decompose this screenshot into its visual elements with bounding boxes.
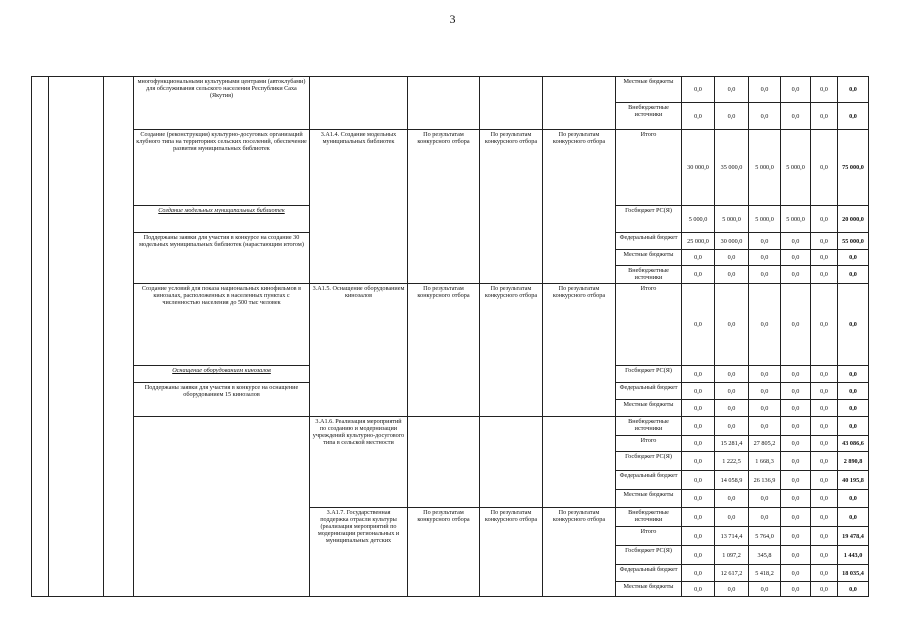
value-cell: 15 281,4	[714, 435, 748, 451]
measure-name-cell: 3.А1.7. Государственная поддержка отрасли культуры (реализация мероприятий по модернизации региональных и муниципальных детских	[309, 507, 407, 596]
total-cell: 75 000,0	[837, 129, 868, 205]
funding-source-cell: Федеральный бюджет	[615, 470, 681, 489]
value-cell: 14 058,9	[714, 470, 748, 489]
value-cell: 5 000,0	[780, 205, 810, 232]
value-cell: 0,0	[714, 507, 748, 526]
funding-source-cell: Внебюджетные источники	[615, 507, 681, 526]
funding-source-cell: Госбюджет РС(Я)	[615, 451, 681, 470]
value-cell: 0,0	[681, 470, 714, 489]
value-cell: 26 136,9	[748, 470, 780, 489]
value-cell: 0,0	[780, 399, 810, 416]
total-cell: 0,0	[837, 283, 868, 365]
total-cell: 19 478,4	[837, 526, 868, 545]
value-cell: 0,0	[810, 581, 837, 596]
row-number-cell	[31, 76, 48, 596]
value-cell: 0,0	[780, 581, 810, 596]
value-cell: 0,0	[810, 265, 837, 283]
description-cell: многофункциональными культурными центрами (автоклубами) для обслуживания сельского населения Республики Саха (Якутия)	[133, 76, 309, 129]
total-cell: 0,0	[837, 76, 868, 102]
funding-source-cell: Местные бюджеты	[615, 581, 681, 596]
value-cell: 0,0	[681, 102, 714, 129]
value-cell: 0,0	[810, 102, 837, 129]
total-cell: 18 035,4	[837, 564, 868, 581]
value-cell: 0,0	[681, 507, 714, 526]
value-cell: 0,0	[780, 102, 810, 129]
value-cell: 0,0	[780, 470, 810, 489]
value-cell: 0,0	[681, 489, 714, 507]
value-cell: 0,0	[681, 581, 714, 596]
value-cell: 0,0	[780, 382, 810, 399]
value-cell: 35 000,0	[714, 129, 748, 205]
value-cell: 0,0	[714, 581, 748, 596]
value-cell: 0,0	[681, 249, 714, 265]
value-cell: 0,0	[780, 365, 810, 382]
value-cell: 0,0	[810, 365, 837, 382]
page-number: 3	[449, 12, 456, 26]
value-cell: 0,0	[714, 399, 748, 416]
value-cell: 1 668,3	[748, 451, 780, 470]
description-cell: Создание (реконструкция) культурно-досуговых организаций клубного типа на территориях сельских поселений, обеспечение развития муниципальных библиотек	[133, 129, 309, 205]
value-cell: 0,0	[681, 365, 714, 382]
total-cell: 0,0	[837, 102, 868, 129]
table-right-border	[868, 76, 869, 596]
funding-source-cell: Местные бюджеты	[615, 249, 681, 265]
value-cell: 5 000,0	[714, 205, 748, 232]
funding-source-cell: Федеральный бюджет	[615, 564, 681, 581]
value-cell: 0,0	[681, 564, 714, 581]
value-cell: 0,0	[748, 416, 780, 435]
value-cell: 0,0	[714, 489, 748, 507]
value-cell: 0,0	[681, 451, 714, 470]
value-cell: 0,0	[810, 526, 837, 545]
value-cell: 27 805,2	[748, 435, 780, 451]
subprogram-cell	[103, 76, 133, 596]
value-cell: 0,0	[810, 489, 837, 507]
description-cell: Поддержаны заявки для участия в конкурсе на оснащение оборудованием 15 кинозалов	[133, 382, 309, 416]
value-cell: 0,0	[810, 249, 837, 265]
funding-source-cell: Внебюджетные источники	[615, 416, 681, 435]
value-cell: 0,0	[780, 489, 810, 507]
value-cell: 0,0	[681, 382, 714, 399]
funding-source-cell: Госбюджет РС(Я)	[615, 365, 681, 382]
description-cell: Создание модельных муниципальных библиотек	[133, 205, 309, 232]
funding-source-cell: Федеральный бюджет	[615, 382, 681, 399]
value-cell: 13 714,4	[714, 526, 748, 545]
value-cell: 0,0	[681, 265, 714, 283]
value-cell: 0,0	[810, 435, 837, 451]
measure-result-cell	[542, 76, 615, 129]
value-cell: 0,0	[780, 76, 810, 102]
funding-source-cell: Итого	[615, 435, 681, 451]
funding-source-cell: Местные бюджеты	[615, 489, 681, 507]
description-cell: Создание условий для показа национальных кинофильмов в кинозалах, расположенных в населенных пунктах с численностью населения до 500 тыс человек	[133, 283, 309, 365]
value-cell: 0,0	[748, 232, 780, 249]
value-cell: 0,0	[780, 265, 810, 283]
total-cell: 20 000,0	[837, 205, 868, 232]
total-cell: 0,0	[837, 581, 868, 596]
program-cell	[48, 76, 103, 596]
value-cell: 0,0	[748, 382, 780, 399]
value-cell: 0,0	[810, 507, 837, 526]
measure-result-cell: По результатам конкурсного отбора	[542, 283, 615, 416]
funding-source-cell: Внебюджетные источники	[615, 102, 681, 129]
total-cell: 40 195,8	[837, 470, 868, 489]
measure-criterion-cell	[479, 416, 542, 507]
value-cell: 5 000,0	[780, 129, 810, 205]
total-cell: 1 443,0	[837, 545, 868, 564]
measure-name-cell: 3.А1.4. Создание модельных муниципальных библиотек	[309, 129, 407, 283]
value-cell: 0,0	[780, 545, 810, 564]
value-cell: 0,0	[748, 283, 780, 365]
value-cell: 0,0	[681, 76, 714, 102]
value-cell: 0,0	[748, 489, 780, 507]
value-cell: 0,0	[748, 249, 780, 265]
funding-source-cell: Внебюджетные источники	[615, 265, 681, 283]
value-cell: 5 000,0	[748, 129, 780, 205]
value-cell: 0,0	[681, 526, 714, 545]
measure-target-cell: По результатам конкурсного отбора	[407, 283, 479, 416]
value-cell: 0,0	[810, 416, 837, 435]
value-cell: 0,0	[780, 451, 810, 470]
funding-source-cell: Итого	[615, 526, 681, 545]
funding-source-cell: Госбюджет РС(Я)	[615, 545, 681, 564]
total-cell: 0,0	[837, 249, 868, 265]
measure-criterion-cell: По результатам конкурсного отбора	[479, 507, 542, 596]
total-cell: 43 086,6	[837, 435, 868, 451]
value-cell: 0,0	[780, 249, 810, 265]
funding-source-cell: Итого	[615, 129, 681, 205]
value-cell: 0,0	[714, 265, 748, 283]
measure-target-cell	[407, 416, 479, 507]
value-cell: 1 097,2	[714, 545, 748, 564]
total-cell: 2 890,8	[837, 451, 868, 470]
value-cell: 5 000,0	[748, 205, 780, 232]
value-cell: 0,0	[780, 507, 810, 526]
value-cell: 0,0	[681, 416, 714, 435]
value-cell: 0,0	[714, 365, 748, 382]
value-cell: 0,0	[748, 507, 780, 526]
total-cell: 0,0	[837, 399, 868, 416]
value-cell: 0,0	[780, 283, 810, 365]
value-cell: 0,0	[681, 399, 714, 416]
value-cell: 0,0	[714, 283, 748, 365]
description-cell: Поддержаны заявки для участия в конкурсе на создание 30 модельных муниципальных библиотек (нарастающим итогом)	[133, 232, 309, 283]
value-cell: 0,0	[780, 435, 810, 451]
value-cell: 0,0	[780, 232, 810, 249]
value-cell: 25 000,0	[681, 232, 714, 249]
measure-target-cell: По результатам конкурсного отбора	[407, 129, 479, 283]
value-cell: 5 418,2	[748, 564, 780, 581]
table-bottom-border	[31, 596, 869, 597]
value-cell: 5 764,0	[748, 526, 780, 545]
value-cell: 0,0	[810, 129, 837, 205]
value-cell: 0,0	[748, 365, 780, 382]
value-cell: 0,0	[714, 102, 748, 129]
value-cell: 0,0	[810, 76, 837, 102]
value-cell: 0,0	[748, 265, 780, 283]
value-cell: 0,0	[714, 416, 748, 435]
value-cell: 0,0	[810, 545, 837, 564]
total-cell: 0,0	[837, 365, 868, 382]
total-cell: 55 000,0	[837, 232, 868, 249]
total-cell: 0,0	[837, 265, 868, 283]
value-cell: 0,0	[810, 205, 837, 232]
measure-result-cell: По результатам конкурсного отбора	[542, 507, 615, 596]
value-cell: 0,0	[810, 283, 837, 365]
value-cell: 0,0	[810, 232, 837, 249]
measure-criterion-cell	[479, 76, 542, 129]
value-cell: 5 000,0	[681, 205, 714, 232]
value-cell: 0,0	[780, 416, 810, 435]
measure-target-cell: По результатам конкурсного отбора	[407, 507, 479, 596]
value-cell: 0,0	[748, 102, 780, 129]
value-cell: 30 000,0	[714, 232, 748, 249]
measure-name-cell: 3.А1.5. Оснащение оборудованием кинозалов	[309, 283, 407, 416]
total-cell: 0,0	[837, 489, 868, 507]
value-cell: 0,0	[714, 249, 748, 265]
value-cell: 345,8	[748, 545, 780, 564]
value-cell: 0,0	[681, 545, 714, 564]
value-cell: 0,0	[748, 76, 780, 102]
measure-name-cell	[309, 76, 407, 129]
value-cell: 1 222,5	[714, 451, 748, 470]
measure-result-cell: По результатам конкурсного отбора	[542, 129, 615, 283]
description-cell: Оснащение оборудованием кинозалов	[133, 365, 309, 382]
value-cell: 30 000,0	[681, 129, 714, 205]
value-cell: 0,0	[810, 382, 837, 399]
measure-criterion-cell: По результатам конкурсного отбора	[479, 283, 542, 416]
funding-source-cell: Госбюджет РС(Я)	[615, 205, 681, 232]
value-cell: 0,0	[748, 581, 780, 596]
value-cell: 0,0	[810, 470, 837, 489]
value-cell: 0,0	[681, 283, 714, 365]
value-cell: 0,0	[810, 564, 837, 581]
value-cell: 0,0	[810, 451, 837, 470]
measure-result-cell	[542, 416, 615, 507]
value-cell: 0,0	[714, 76, 748, 102]
value-cell: 0,0	[780, 526, 810, 545]
total-cell: 0,0	[837, 416, 868, 435]
measure-criterion-cell: По результатам конкурсного отбора	[479, 129, 542, 283]
total-cell: 0,0	[837, 507, 868, 526]
total-cell: 0,0	[837, 382, 868, 399]
funding-source-cell: Местные бюджеты	[615, 399, 681, 416]
measure-name-cell: 3.А1.6. Реализация мероприятий по созданию и модернизации учреждений культурно-досугового типа в сельской местности	[309, 416, 407, 507]
value-cell: 12 617,2	[714, 564, 748, 581]
funding-source-cell: Местные бюджеты	[615, 76, 681, 102]
value-cell: 0,0	[681, 435, 714, 451]
funding-source-cell: Итого	[615, 283, 681, 365]
value-cell: 0,0	[714, 382, 748, 399]
budget-table	[31, 76, 868, 596]
value-cell: 0,0	[748, 399, 780, 416]
funding-source-cell: Федеральный бюджет	[615, 232, 681, 249]
value-cell: 0,0	[780, 564, 810, 581]
value-cell: 0,0	[810, 399, 837, 416]
description-cell-empty	[133, 416, 309, 596]
measure-target-cell	[407, 76, 479, 129]
